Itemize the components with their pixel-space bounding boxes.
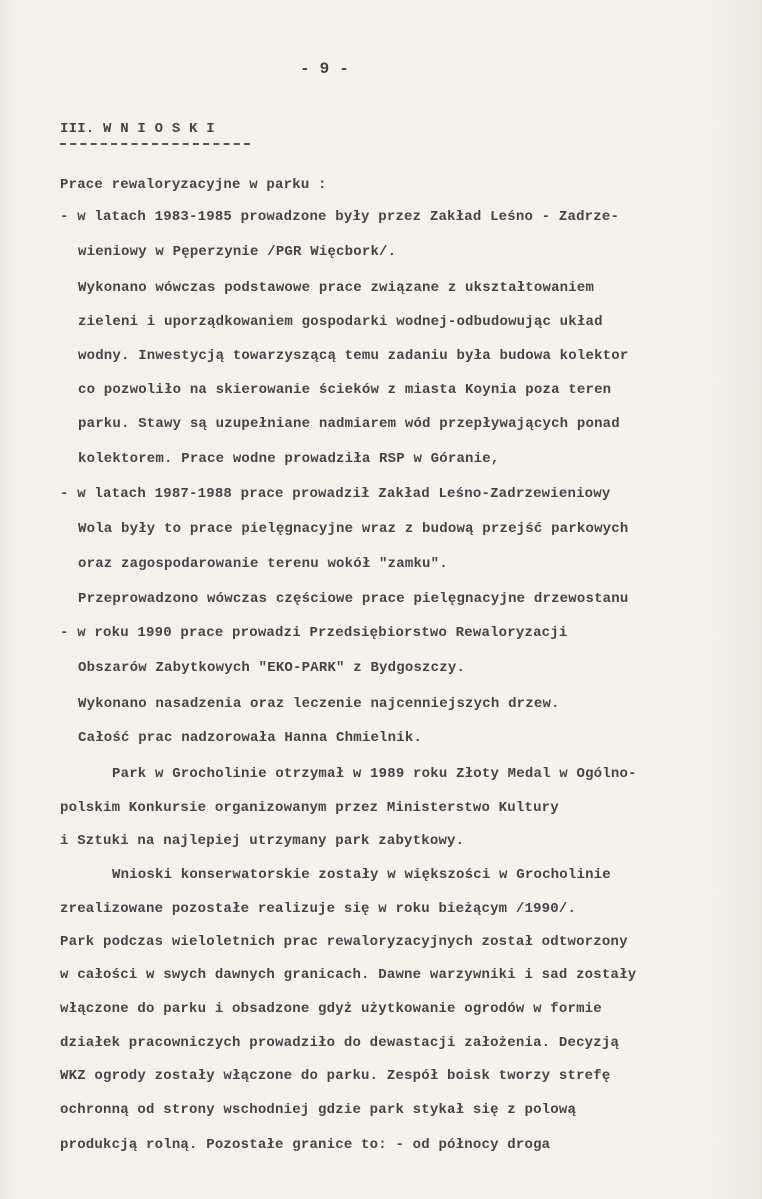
text-line: Wykonano wówczas podstawowe prace związane z ukształtowaniem (78, 280, 595, 296)
text-line: i Sztuki na najlepiej utrzymany park zabytkowy. (60, 833, 465, 849)
text-line: zieleni i uporządkowaniem gospodarki wodnej-odbudowując układ (78, 314, 603, 330)
text-line: Przeprowadzono wówczas częściowe prace pielęgnacyjne drzewostanu (78, 591, 629, 607)
text-line: Wnioski konserwatorskie zostały w większości w Grocholinie (112, 867, 611, 883)
text-line: zrealizowane pozostałe realizuje się w roku bieżącym /1990/. (60, 901, 577, 917)
text-line: oraz zagospodarowanie terenu wokół "zamku". (78, 556, 448, 572)
text-line: produkcją rolną. Pozostałe granice to: - od północy droga (60, 1137, 551, 1153)
text-line: - w roku 1990 prace prowadzi Przedsiębiorstwo Rewaloryzacji (60, 625, 568, 641)
text-line: Prace rewaloryzacyjne w parku : (60, 177, 327, 193)
text-line: Wola były to prace pielęgnacyjne wraz z budową przejść parkowych (78, 521, 629, 537)
text-line: Całość prac nadzorowała Hanna Chmielnik. (78, 730, 423, 746)
text-line: wieniowy w Pęperzynie /PGR Więcbork/. (78, 244, 397, 260)
text-line: działek pracowniczych prowadziło do dewastacji założenia. Decyzją (60, 1035, 620, 1051)
text-line: Park w Grocholinie otrzymał w 1989 roku Złoty Medal w Ogólno- (112, 766, 637, 782)
text-line: - w latach 1987-1988 prace prowadził Zakład Leśno-Zadrzewieniowy (60, 486, 611, 502)
text-line: - w latach 1983-1985 prowadzone były przez Zakład Leśno - Zadrze- (60, 209, 620, 225)
text-line: w całości w swych dawnych granicach. Dawne warzywniki i sad zostały (60, 967, 637, 983)
text-line: Wykonano nasadzenia oraz leczenie najcenniejszych drzew. (78, 696, 560, 712)
text-line: WKZ ogrody zostały włączone do parku. Zespół boisk tworzy strefę (60, 1068, 611, 1084)
heading-underline (60, 143, 250, 145)
text-line: co pozwoliło na skierowanie ścieków z miasta Koynia poza teren (78, 382, 612, 398)
text-line: włączone do parku i obsadzone gdyż użytkowanie ogrodów w formie (60, 1001, 602, 1017)
text-line: ochronną od strony wschodniej gdzie park stykał się z polową (60, 1102, 577, 1118)
text-line: Park podczas wieloletnich prac rewaloryzacyjnych został odtworzony (60, 934, 628, 950)
text-line: parku. Stawy są uzupełniane nadmiarem wód przepływających ponad (78, 416, 620, 432)
text-line: kolektorem. Prace wodne prowadziła RSP w Góranie, (78, 451, 500, 467)
text-line: polskim Konkursie organizowanym przez Ministerstwo Kultury (60, 800, 559, 816)
text-line: Obszarów Zabytkowych "EKO-PARK" z Bydgoszczy. (78, 660, 466, 676)
page-number: - 9 - (300, 60, 350, 78)
text-line: wodny. Inwestycją towarzyszącą temu zadaniu była budowa kolektor (78, 348, 629, 364)
section-heading: III. W N I O S K I (60, 121, 215, 137)
